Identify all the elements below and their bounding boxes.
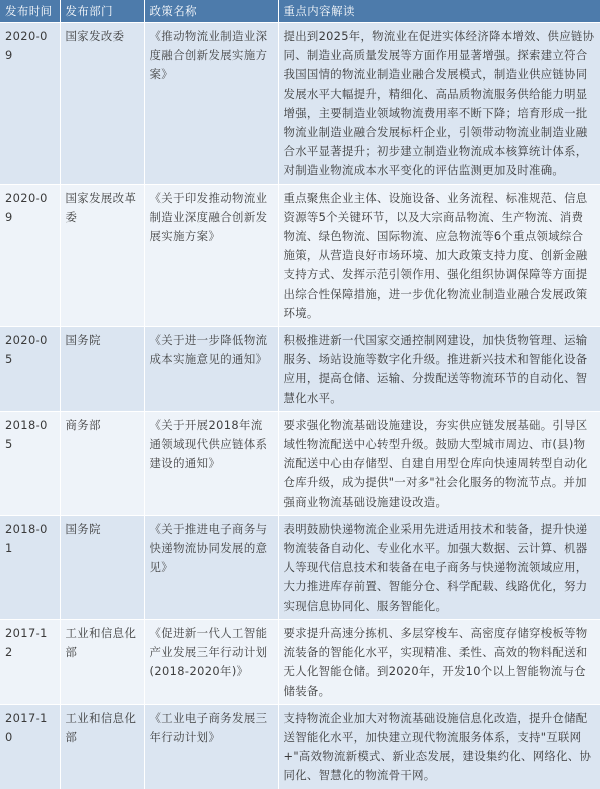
cell-key-content: 表明鼓励快递物流企业采用先进适用技术和装备，提升快递物流装备自动化、专业化水平。加强大数据、云计算、机器人等现代信息技术和装备在电子商务与快递物流领域应用，大力推进库存前置、智能分仓、科学配载、线路优化，努力实现信息协同化、服务智能化。 xyxy=(278,515,600,619)
cell-key-content: 要求提升高速分拣机、多层穿梭车、高密度存储穿梭板等物流装备的智能化水平，实现精准、柔性、高效的物料配送和无人化智能仓储。到2020年，开发10个以上智能物流与仓储装备。 xyxy=(278,619,600,704)
cell-department: 工业和信息化部 xyxy=(60,704,144,788)
table-row xyxy=(0,327,600,412)
cell-key-content: 支持物流企业加大对物流基础设施信息化改造，提升仓储配送智能化水平，加快建立现代物流服务体系，支持"互联网+"高效物流新模式、新业态发展，建设集约化、网络化、协同化、智慧化的物流骨干网。 xyxy=(278,704,600,788)
table-row xyxy=(0,23,600,185)
cell-date: 2020-05 xyxy=(0,327,60,412)
cell-policy-name: 《关于印发推动物流业制造业深度融合创新发展实施方案》 xyxy=(144,184,278,326)
cell-key-content: 重点聚焦企业主体、设施设备、业务流程、标准规范、信息资源等5个关键环节，以及大宗商品物流、生产物流、消费物流、绿色物流、国际物流、应急物流等6个重点领域综合施策，从营造良好市场环境、加大政策支持力度、创新金融支持方式、发挥示范引领作用、强化组织协调保障等方面提出综合性保障措施，进一步优化物流业制造业融合发展政策环境。 xyxy=(278,184,600,326)
table-header-row xyxy=(0,0,600,23)
cell-policy-name: 《工业电子商务发展三年行动计划》 xyxy=(144,704,278,788)
cell-policy-name: 《促进新一代人工智能产业发展三年行动计划(2018-2020年)》 xyxy=(144,619,278,704)
table-row xyxy=(0,515,600,619)
cell-department: 工业和信息化部 xyxy=(60,619,144,704)
header-key-content: 重点内容解读 xyxy=(278,0,600,23)
table-row xyxy=(0,704,600,788)
cell-department: 国家发展改革委 xyxy=(60,184,144,326)
cell-department: 国务院 xyxy=(60,515,144,619)
header-date: 发布时间 xyxy=(0,0,60,23)
cell-key-content: 提出到2025年，物流业在促进实体经济降本增效、供应链协同、制造业高质量发展等方面作用显著增强。探索建立符合我国国情的物流业制造业融合发展模式，制造业供应链协同发展水平大幅提升，精细化、高品质物流服务供给能力明显增强，主要制造业领域物流费用率不断下降；培育形成一批物流业制造业融合发展标杆企业，引领带动物流业制造业融合水平显著提升；初步建立制造业物流成本核算统计体系，对制造业物流成本水平变化的评估监测更加及时准确。 xyxy=(278,23,600,185)
cell-date: 2017-10 xyxy=(0,704,60,788)
cell-department: 国家发改委 xyxy=(60,23,144,185)
header-policy-name: 政策名称 xyxy=(144,0,278,23)
cell-key-content: 积极推进新一代国家交通控制网建设，加快货物管理、运输服务、场站设施等数字化升级。推进新兴技术和智能化设备应用，提高仓储、运输、分拨配送等物流环节的自动化、智慧化水平。 xyxy=(278,327,600,412)
cell-policy-name: 《关于进一步降低物流成本实施意见的通知》 xyxy=(144,327,278,412)
table-row xyxy=(0,184,600,326)
header-department: 发布部门 xyxy=(60,0,144,23)
cell-date: 2018-05 xyxy=(0,411,60,515)
cell-department: 商务部 xyxy=(60,411,144,515)
table-row xyxy=(0,411,600,515)
cell-key-content: 要求强化物流基础设施建设，夯实供应链发展基础。引导区域性物流配送中心转型升级。鼓励大型城市周边、市(县)物流配送中心由存储型、自建自用型仓库向快速周转型自动化仓库升级，成为提供"一对多"社会化服务的物流节点。并加强商业物流基础设施建设改造。 xyxy=(278,411,600,515)
cell-date: 2020-09 xyxy=(0,23,60,185)
cell-policy-name: 《关于推进电子商务与快递物流协同发展的意见》 xyxy=(144,515,278,619)
cell-date: 2018-01 xyxy=(0,515,60,619)
cell-date: 2020-09 xyxy=(0,184,60,326)
table-row xyxy=(0,619,600,704)
cell-policy-name: 《推动物流业制造业深度融合创新发展实施方案》 xyxy=(144,23,278,185)
cell-policy-name: 《关于开展2018年流通领域现代供应链体系建设的通知》 xyxy=(144,411,278,515)
cell-date: 2017-12 xyxy=(0,619,60,704)
cell-department: 国务院 xyxy=(60,327,144,412)
